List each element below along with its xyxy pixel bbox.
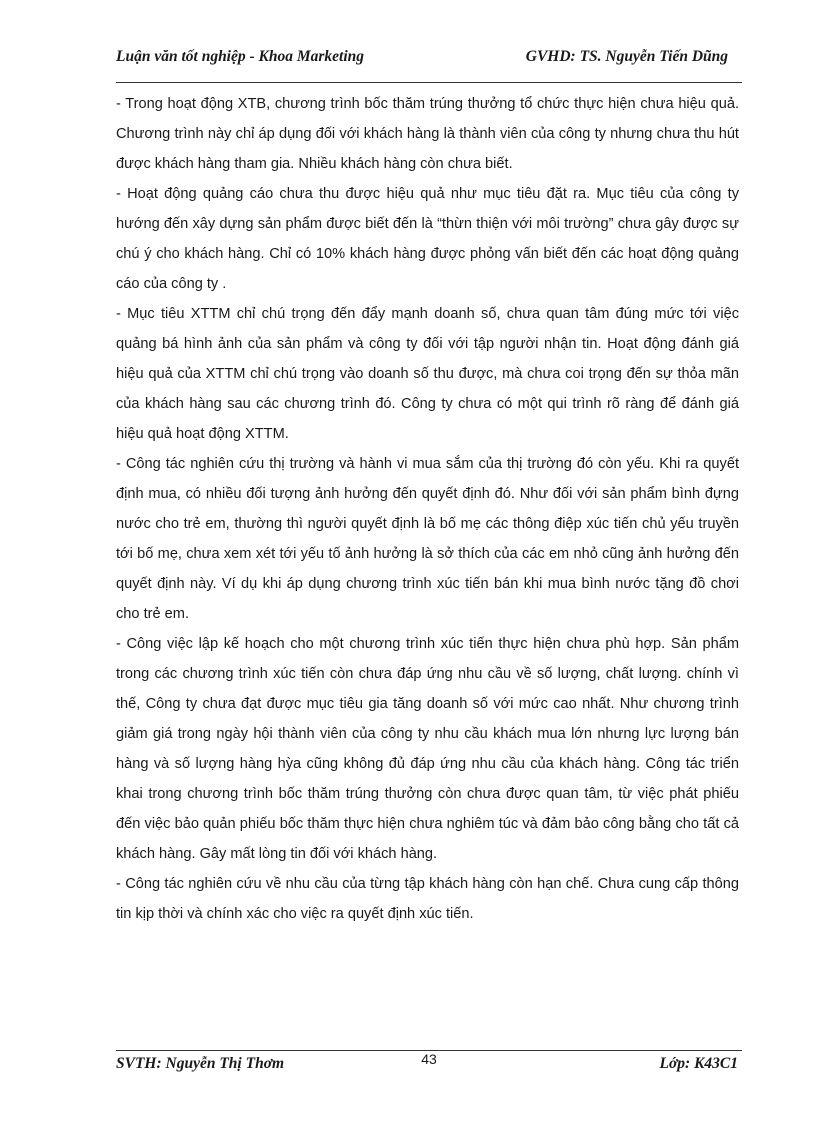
- footer-student: SVTH: Nguyễn Thị Thơm: [116, 1055, 285, 1072]
- body-text: [116, 89, 739, 929]
- paragraph: - Công việc lập kế hoạch cho một chương trình xúc tiến thực hiện chưa phù hợp. Sản phẩm trong các chương trình xúc tiến còn chưa đáp ứng nhu cầu về số lượng, chất lượng. chính vì thế, Công ty chưa đạt được mục tiêu gia tăng doanh số với mức cao nhất. Như chương trình giảm giá trong ngày hội thành viên của công ty nhu cầu khách mua lớn nhưng lực lượng bán hàng và số lượng hàng hỳa cũng không đủ đáp ứng nhu cầu của khách hàng. Công tác triển khai trong chương trình bốc thăm trúng thưởng còn chưa được quan tâm, từ việc phát phiếu đến việc bảo quản phiếu bốc thăm thực hiện chưa nghiêm túc và đảm bảo công bằng cho tất cả khách hàng. Gây mất lòng tin đối với khách hàng.: [116, 636, 739, 862]
- paragraph: - Hoạt động quảng cáo chưa thu được hiệu quả như mục tiêu đặt ra. Mục tiêu của công ty hướng đến xây dựng sản phẩm được biết đến là “thừn thiện với môi trường” chưa gây được sự chú ý cho khách hàng. Chỉ có 10% khách hàng được phỏng vấn biết đến các hoạt động quảng cáo của công ty .: [116, 186, 739, 292]
- header-thesis-title: Luận văn tốt nghiệp - Khoa Marketing: [116, 48, 365, 65]
- paragraph: - Công tác nghiên cứu về nhu cầu của từng tập khách hàng còn hạn chế. Chưa cung cấp thông tin kịp thời và chính xác cho việc ra quyết định xúc tiến.: [116, 876, 739, 922]
- page-footer: [116, 1053, 742, 1077]
- paragraph: - Công tác nghiên cứu thị trường và hành vi mua sắm của thị trường đó còn yếu. Khi ra quyết định mua, có nhiều đối tượng ảnh hưởng đến quyết định đó. Như đối với sản phẩm bình đựng nước cho trẻ em, thường thì người quyết định là bố mẹ các thông điệp xúc tiến chủ yếu truyền tới bố mẹ, chưa xem xét tới yếu tố ảnh hưởng là sở thích của các em nhỏ cũng ảnh hưởng đến quyết định này. Ví dụ khi áp dụng chương trình xúc tiến bán khi mua bình nước tặng đồ chơi cho trẻ em.: [116, 456, 739, 622]
- page-header: [116, 48, 742, 74]
- header-divider: [116, 82, 742, 83]
- page-number: 43: [421, 1051, 437, 1067]
- paragraph: - Mục tiêu XTTM chỉ chú trọng đến đẩy mạnh doanh số, chưa quan tâm đúng mức tới việc quảng bá hình ảnh của sản phẩm và công ty đối với tập người nhận tin. Hoạt động đánh giá hiệu quả của XTTM chỉ chú trọng vào doanh số thu được, mà chưa coi trọng đến sự thỏa mãn của khách hàng sau các chương trình đó. Công ty chưa có một qui trình rõ ràng để đánh giá hiệu quả hoạt động XTTM.: [116, 306, 739, 442]
- paragraph: - Trong hoạt động XTB, chương trình bốc thăm trúng thưởng tổ chức thực hiện chưa hiệu quả. Chương trình này chỉ áp dụng đối với khách hàng là thành viên của công ty nhưng chưa thu hút được khách hàng tham gia. Nhiều khách hàng còn chưa biết.: [116, 96, 739, 172]
- footer-class: Lớp: K43C1: [659, 1055, 738, 1072]
- header-advisor: GVHD: TS. Nguyễn Tiến Dũng: [525, 48, 728, 65]
